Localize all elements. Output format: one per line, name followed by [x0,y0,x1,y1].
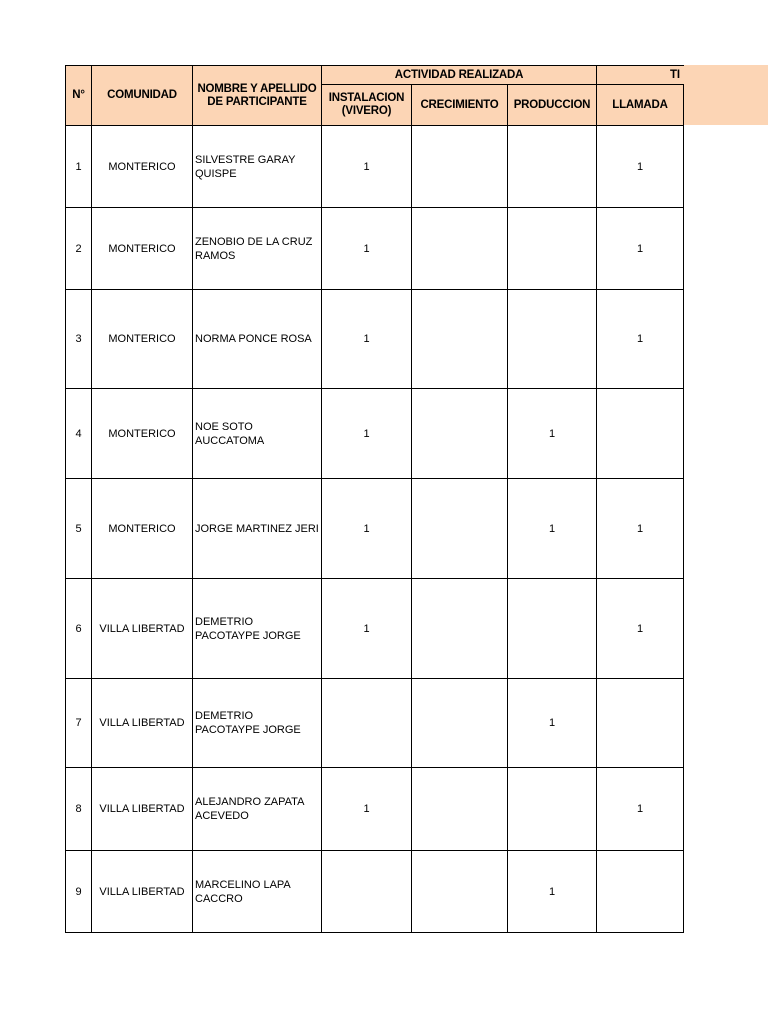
table-row [66,579,684,679]
cell-instalacion: 1 [322,768,412,851]
cell-comunidad: MONTERICO [92,389,193,479]
cell-produccion [508,126,597,208]
cell-produccion [508,208,597,290]
header-crecimiento: CRECIMIENTO [412,85,508,126]
cell-nombre: NOE SOTO AUCCATOMA [193,389,322,479]
table-row [66,126,684,208]
header-tipo-partial: TI [597,66,684,85]
cell-nombre: SILVESTRE GARAY QUISPE [193,126,322,208]
cell-instalacion: 1 [322,126,412,208]
cell-nombre: NORMA PONCE ROSA [193,290,322,389]
cell-num: 6 [66,579,92,679]
cell-crecimiento [412,479,508,579]
cell-num: 7 [66,679,92,768]
cell-crecimiento [412,208,508,290]
cell-crecimiento [412,389,508,479]
cell-llamada: 1 [597,126,684,208]
header-comunidad: COMUNIDAD [92,66,193,126]
cell-produccion: 1 [508,479,597,579]
cell-crecimiento [412,126,508,208]
cell-num: 3 [66,290,92,389]
cell-nombre: ALEJANDRO ZAPATA ACEVEDO [193,768,322,851]
cell-comunidad: VILLA LIBERTAD [92,768,193,851]
header-overflow-fill [683,65,768,125]
cell-llamada: 1 [597,290,684,389]
cell-num: 2 [66,208,92,290]
cell-crecimiento [412,851,508,933]
cell-num: 1 [66,126,92,208]
header-instalacion: INSTALACION (VIVERO) [322,85,412,126]
cell-produccion [508,290,597,389]
cell-instalacion [322,851,412,933]
cell-instalacion: 1 [322,208,412,290]
cell-produccion: 1 [508,679,597,768]
cell-llamada: 1 [597,579,684,679]
cell-comunidad: MONTERICO [92,479,193,579]
header-actividad-realizada: ACTIVIDAD REALIZADA [322,66,597,85]
cell-llamada: 1 [597,208,684,290]
cell-nombre: DEMETRIO PACOTAYPE JORGE [193,679,322,768]
cell-crecimiento [412,579,508,679]
table-row [66,389,684,479]
cell-crecimiento [412,768,508,851]
cell-num: 9 [66,851,92,933]
cell-comunidad: VILLA LIBERTAD [92,679,193,768]
cell-instalacion: 1 [322,579,412,679]
cell-num: 5 [66,479,92,579]
cell-instalacion [322,679,412,768]
cell-instalacion: 1 [322,290,412,389]
cell-crecimiento [412,290,508,389]
cell-llamada: 1 [597,479,684,579]
cell-nombre: DEMETRIO PACOTAYPE JORGE [193,579,322,679]
cell-produccion [508,768,597,851]
cell-num: 4 [66,389,92,479]
cell-llamada [597,389,684,479]
cell-comunidad: VILLA LIBERTAD [92,579,193,679]
cell-llamada [597,851,684,933]
cell-comunidad: MONTERICO [92,208,193,290]
header-num: N° [66,66,92,126]
cell-instalacion: 1 [322,479,412,579]
cell-comunidad: VILLA LIBERTAD [92,851,193,933]
header-llamada: LLAMADA [597,85,684,126]
cell-nombre: ZENOBIO DE LA CRUZ RAMOS [193,208,322,290]
table-row [66,679,684,768]
cell-produccion [508,579,597,679]
header-produccion: PRODUCCION [508,85,597,126]
table-row [66,851,684,933]
table-row [66,208,684,290]
header-nombre: NOMBRE Y APELLIDO DE PARTICIPANTE [193,66,322,126]
cell-comunidad: MONTERICO [92,126,193,208]
cell-comunidad: MONTERICO [92,290,193,389]
participants-table [65,65,684,933]
table-row [66,768,684,851]
cell-instalacion: 1 [322,389,412,479]
cell-nombre: MARCELINO LAPA CACCRO [193,851,322,933]
table-row [66,290,684,389]
table-row [66,479,684,579]
cell-crecimiento [412,679,508,768]
cell-num: 8 [66,768,92,851]
cell-llamada [597,679,684,768]
cell-produccion: 1 [508,851,597,933]
cell-produccion: 1 [508,389,597,479]
cell-llamada: 1 [597,768,684,851]
cell-nombre: JORGE MARTINEZ JERI [193,479,322,579]
